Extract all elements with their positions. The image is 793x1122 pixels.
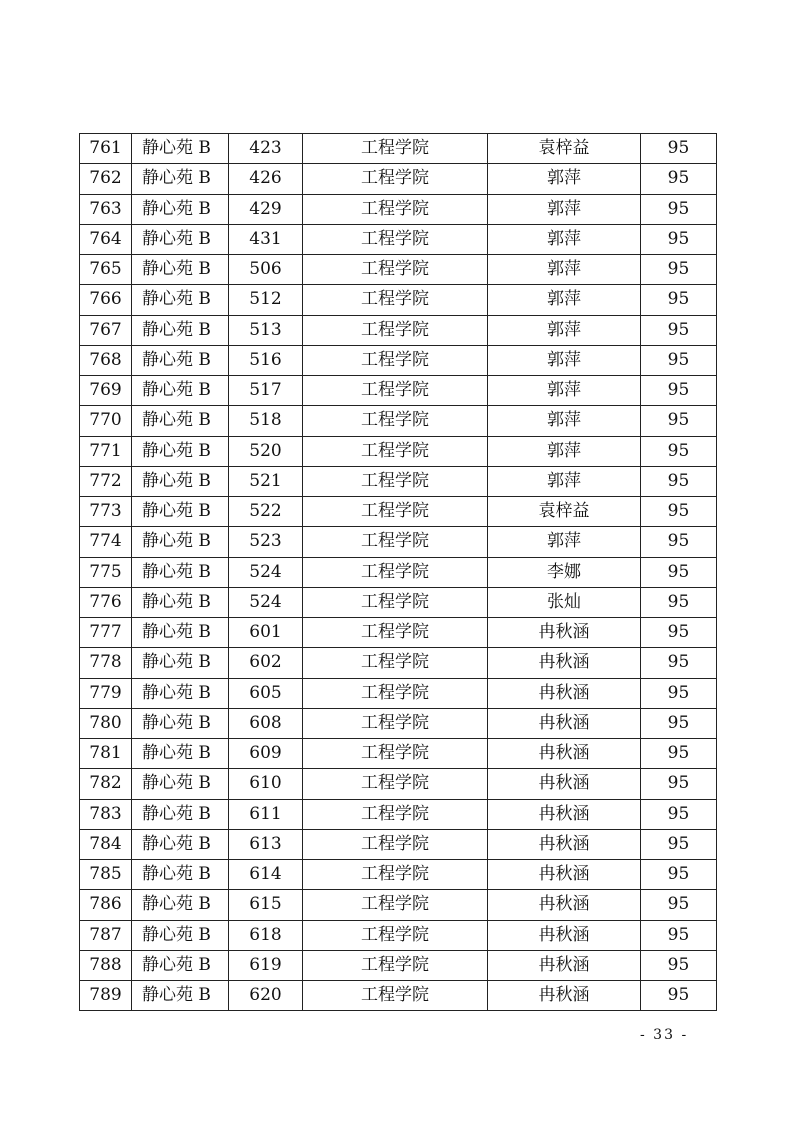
- table-row: [80, 134, 717, 164]
- table-row: [80, 194, 717, 224]
- table-row: [80, 557, 717, 587]
- score-cell: 95: [641, 224, 717, 254]
- score-cell: 95: [641, 587, 717, 617]
- row-number-cell: 783: [80, 799, 132, 829]
- inspector-cell: 郭萍: [488, 527, 641, 557]
- table-row: [80, 587, 717, 617]
- row-number-cell: 773: [80, 497, 132, 527]
- college-cell: 工程学院: [303, 466, 488, 496]
- room-cell: 518: [229, 406, 303, 436]
- row-number-cell: 785: [80, 860, 132, 890]
- score-cell: 95: [641, 255, 717, 285]
- room-cell: 610: [229, 769, 303, 799]
- row-number-cell: 788: [80, 950, 132, 980]
- table-row: [80, 829, 717, 859]
- inspector-cell: 冉秋涵: [488, 950, 641, 980]
- dormitory-score-table: [79, 133, 717, 1011]
- college-cell: 工程学院: [303, 618, 488, 648]
- room-cell: 426: [229, 164, 303, 194]
- row-number-cell: 787: [80, 920, 132, 950]
- score-cell: 95: [641, 194, 717, 224]
- table-row: [80, 224, 717, 254]
- table-row: [80, 164, 717, 194]
- building-cell: 静心苑 B: [132, 497, 229, 527]
- row-number-cell: 772: [80, 466, 132, 496]
- inspector-cell: 李娜: [488, 557, 641, 587]
- room-cell: 613: [229, 829, 303, 859]
- inspector-cell: 冉秋涵: [488, 678, 641, 708]
- college-cell: 工程学院: [303, 739, 488, 769]
- table-row: [80, 376, 717, 406]
- inspector-cell: 冉秋涵: [488, 618, 641, 648]
- row-number-cell: 776: [80, 587, 132, 617]
- inspector-cell: 冉秋涵: [488, 890, 641, 920]
- room-cell: 619: [229, 950, 303, 980]
- room-cell: 601: [229, 618, 303, 648]
- inspector-cell: 冉秋涵: [488, 648, 641, 678]
- row-number-cell: 771: [80, 436, 132, 466]
- college-cell: 工程学院: [303, 678, 488, 708]
- page-number: - 33 -: [640, 1027, 689, 1043]
- inspector-cell: 冉秋涵: [488, 920, 641, 950]
- room-cell: 615: [229, 890, 303, 920]
- table-row: [80, 497, 717, 527]
- table-row: [80, 527, 717, 557]
- building-cell: 静心苑 B: [132, 134, 229, 164]
- building-cell: 静心苑 B: [132, 285, 229, 315]
- inspector-cell: 郭萍: [488, 376, 641, 406]
- college-cell: 工程学院: [303, 406, 488, 436]
- building-cell: 静心苑 B: [132, 860, 229, 890]
- building-cell: 静心苑 B: [132, 557, 229, 587]
- building-cell: 静心苑 B: [132, 708, 229, 738]
- room-cell: 611: [229, 799, 303, 829]
- score-cell: 95: [641, 799, 717, 829]
- college-cell: 工程学院: [303, 587, 488, 617]
- score-cell: 95: [641, 739, 717, 769]
- row-number-cell: 774: [80, 527, 132, 557]
- inspector-cell: 袁梓益: [488, 134, 641, 164]
- row-number-cell: 770: [80, 406, 132, 436]
- building-cell: 静心苑 B: [132, 950, 229, 980]
- room-cell: 609: [229, 739, 303, 769]
- inspector-cell: 郭萍: [488, 436, 641, 466]
- row-number-cell: 784: [80, 829, 132, 859]
- row-number-cell: 764: [80, 224, 132, 254]
- score-cell: 95: [641, 497, 717, 527]
- score-cell: 95: [641, 134, 717, 164]
- row-number-cell: 775: [80, 557, 132, 587]
- inspector-cell: 冉秋涵: [488, 769, 641, 799]
- building-cell: 静心苑 B: [132, 829, 229, 859]
- score-cell: 95: [641, 466, 717, 496]
- table-row: [80, 769, 717, 799]
- room-cell: 608: [229, 708, 303, 738]
- inspector-cell: 冉秋涵: [488, 799, 641, 829]
- row-number-cell: 768: [80, 345, 132, 375]
- room-cell: 602: [229, 648, 303, 678]
- building-cell: 静心苑 B: [132, 920, 229, 950]
- inspector-cell: 郭萍: [488, 224, 641, 254]
- score-cell: 95: [641, 981, 717, 1011]
- table-row: [80, 739, 717, 769]
- score-cell: 95: [641, 557, 717, 587]
- building-cell: 静心苑 B: [132, 345, 229, 375]
- score-cell: 95: [641, 618, 717, 648]
- college-cell: 工程学院: [303, 829, 488, 859]
- building-cell: 静心苑 B: [132, 194, 229, 224]
- college-cell: 工程学院: [303, 950, 488, 980]
- row-number-cell: 778: [80, 648, 132, 678]
- score-cell: 95: [641, 345, 717, 375]
- inspector-cell: 郭萍: [488, 345, 641, 375]
- room-cell: 524: [229, 557, 303, 587]
- table-row: [80, 255, 717, 285]
- building-cell: 静心苑 B: [132, 678, 229, 708]
- college-cell: 工程学院: [303, 920, 488, 950]
- inspector-cell: 郭萍: [488, 164, 641, 194]
- score-cell: 95: [641, 376, 717, 406]
- room-cell: 521: [229, 466, 303, 496]
- room-cell: 614: [229, 860, 303, 890]
- room-cell: 523: [229, 527, 303, 557]
- room-cell: 429: [229, 194, 303, 224]
- table-row: [80, 950, 717, 980]
- score-cell: 95: [641, 527, 717, 557]
- building-cell: 静心苑 B: [132, 255, 229, 285]
- building-cell: 静心苑 B: [132, 799, 229, 829]
- room-cell: 431: [229, 224, 303, 254]
- inspector-cell: 冉秋涵: [488, 829, 641, 859]
- score-cell: 95: [641, 708, 717, 738]
- score-cell: 95: [641, 315, 717, 345]
- room-cell: 517: [229, 376, 303, 406]
- inspector-cell: 冉秋涵: [488, 981, 641, 1011]
- building-cell: 静心苑 B: [132, 436, 229, 466]
- room-cell: 618: [229, 920, 303, 950]
- room-cell: 512: [229, 285, 303, 315]
- row-number-cell: 761: [80, 134, 132, 164]
- table-row: [80, 678, 717, 708]
- college-cell: 工程学院: [303, 376, 488, 406]
- row-number-cell: 779: [80, 678, 132, 708]
- college-cell: 工程学院: [303, 708, 488, 738]
- row-number-cell: 786: [80, 890, 132, 920]
- row-number-cell: 762: [80, 164, 132, 194]
- table-row: [80, 981, 717, 1011]
- room-cell: 423: [229, 134, 303, 164]
- score-cell: 95: [641, 890, 717, 920]
- building-cell: 静心苑 B: [132, 406, 229, 436]
- college-cell: 工程学院: [303, 527, 488, 557]
- table-row: [80, 890, 717, 920]
- inspector-cell: 郭萍: [488, 194, 641, 224]
- building-cell: 静心苑 B: [132, 164, 229, 194]
- college-cell: 工程学院: [303, 134, 488, 164]
- college-cell: 工程学院: [303, 648, 488, 678]
- table-row: [80, 648, 717, 678]
- college-cell: 工程学院: [303, 224, 488, 254]
- building-cell: 静心苑 B: [132, 648, 229, 678]
- college-cell: 工程学院: [303, 799, 488, 829]
- table-row: [80, 860, 717, 890]
- table-row: [80, 799, 717, 829]
- row-number-cell: 765: [80, 255, 132, 285]
- table-row: [80, 315, 717, 345]
- inspector-cell: 张灿: [488, 587, 641, 617]
- score-cell: 95: [641, 406, 717, 436]
- inspector-cell: 郭萍: [488, 315, 641, 345]
- row-number-cell: 763: [80, 194, 132, 224]
- row-number-cell: 777: [80, 618, 132, 648]
- score-cell: 95: [641, 950, 717, 980]
- inspector-cell: 冉秋涵: [488, 860, 641, 890]
- college-cell: 工程学院: [303, 315, 488, 345]
- table-row: [80, 708, 717, 738]
- building-cell: 静心苑 B: [132, 890, 229, 920]
- building-cell: 静心苑 B: [132, 587, 229, 617]
- college-cell: 工程学院: [303, 255, 488, 285]
- score-cell: 95: [641, 769, 717, 799]
- row-number-cell: 782: [80, 769, 132, 799]
- inspector-cell: 郭萍: [488, 406, 641, 436]
- table-row: [80, 345, 717, 375]
- score-cell: 95: [641, 678, 717, 708]
- building-cell: 静心苑 B: [132, 981, 229, 1011]
- inspector-cell: 郭萍: [488, 255, 641, 285]
- college-cell: 工程学院: [303, 194, 488, 224]
- college-cell: 工程学院: [303, 557, 488, 587]
- college-cell: 工程学院: [303, 164, 488, 194]
- building-cell: 静心苑 B: [132, 224, 229, 254]
- college-cell: 工程学院: [303, 890, 488, 920]
- score-cell: 95: [641, 860, 717, 890]
- college-cell: 工程学院: [303, 860, 488, 890]
- building-cell: 静心苑 B: [132, 466, 229, 496]
- table-row: [80, 466, 717, 496]
- table-row: [80, 436, 717, 466]
- college-cell: 工程学院: [303, 769, 488, 799]
- room-cell: 506: [229, 255, 303, 285]
- score-cell: 95: [641, 648, 717, 678]
- row-number-cell: 780: [80, 708, 132, 738]
- inspector-cell: 郭萍: [488, 466, 641, 496]
- college-cell: 工程学院: [303, 285, 488, 315]
- table-row: [80, 618, 717, 648]
- score-cell: 95: [641, 829, 717, 859]
- row-number-cell: 789: [80, 981, 132, 1011]
- room-cell: 605: [229, 678, 303, 708]
- table-body: [80, 134, 717, 1011]
- table-row: [80, 285, 717, 315]
- building-cell: 静心苑 B: [132, 739, 229, 769]
- inspector-cell: 郭萍: [488, 285, 641, 315]
- row-number-cell: 781: [80, 739, 132, 769]
- college-cell: 工程学院: [303, 345, 488, 375]
- building-cell: 静心苑 B: [132, 618, 229, 648]
- inspector-cell: 袁梓益: [488, 497, 641, 527]
- score-cell: 95: [641, 436, 717, 466]
- score-cell: 95: [641, 164, 717, 194]
- room-cell: 522: [229, 497, 303, 527]
- score-cell: 95: [641, 285, 717, 315]
- score-cell: 95: [641, 920, 717, 950]
- inspector-cell: 冉秋涵: [488, 708, 641, 738]
- building-cell: 静心苑 B: [132, 527, 229, 557]
- building-cell: 静心苑 B: [132, 315, 229, 345]
- college-cell: 工程学院: [303, 497, 488, 527]
- row-number-cell: 766: [80, 285, 132, 315]
- room-cell: 513: [229, 315, 303, 345]
- room-cell: 520: [229, 436, 303, 466]
- building-cell: 静心苑 B: [132, 769, 229, 799]
- room-cell: 524: [229, 587, 303, 617]
- room-cell: 620: [229, 981, 303, 1011]
- row-number-cell: 769: [80, 376, 132, 406]
- table-row: [80, 920, 717, 950]
- row-number-cell: 767: [80, 315, 132, 345]
- room-cell: 516: [229, 345, 303, 375]
- college-cell: 工程学院: [303, 436, 488, 466]
- building-cell: 静心苑 B: [132, 376, 229, 406]
- table-row: [80, 406, 717, 436]
- college-cell: 工程学院: [303, 981, 488, 1011]
- inspector-cell: 冉秋涵: [488, 739, 641, 769]
